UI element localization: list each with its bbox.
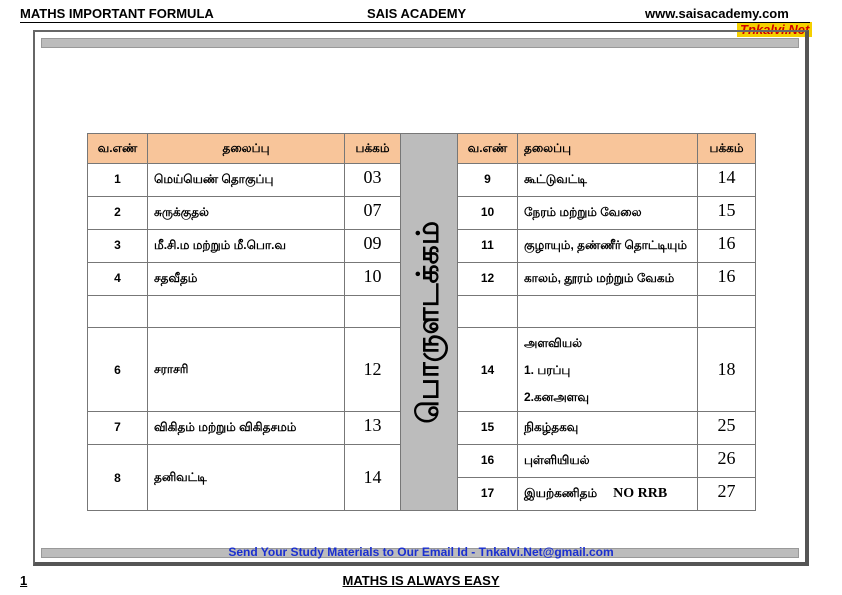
header-rule [20,22,810,23]
row-topic [518,478,698,511]
row-page: 12 [345,328,401,412]
col-topic: தலைப்பு [518,134,698,164]
watermark: Tnkalvi.Net [737,22,812,37]
row-num: 1 [88,164,148,197]
row-topic: நிகழ்தகவு [518,412,698,445]
toc-title: பொருளடக்கம் [411,220,446,424]
col-num: வ.எண் [88,134,148,164]
row-num: 11 [458,230,518,263]
toc-title-cell [401,134,458,511]
row-topic: சராசரி [148,328,345,412]
row-num: 14 [458,328,518,412]
topic-main: இயற்கணிதம் [524,486,598,500]
row-topic [518,328,698,412]
row-num: 15 [458,412,518,445]
row-topic: காலம், தூரம் மற்றும் வேகம் [518,263,698,296]
row-num: 9 [458,164,518,197]
topic-sub: 1. பரப்பு [524,363,571,377]
row-num: 8 [88,445,148,511]
col-num: வ.எண் [458,134,518,164]
row-num: 16 [458,445,518,478]
row-page: 16 [698,230,756,263]
row-page: 26 [698,445,756,478]
row-num: 10 [458,197,518,230]
top-bar [41,38,799,48]
header-right: www.saisacademy.com [645,6,789,21]
row-num: 3 [88,230,148,263]
toc-table [87,133,756,511]
row-topic: மீ.சி.ம மற்றும் மீ.பொ.வ [148,230,345,263]
page-number: 1 [20,573,28,588]
col-page: பக்கம் [698,134,756,164]
header-center: SAIS ACADEMY [367,6,467,21]
row-page: 03 [345,164,401,197]
row-topic: தனிவட்டி [148,445,345,511]
row-num: 2 [88,197,148,230]
no-rrb-note: NO RRB [613,486,668,501]
row-page: 13 [345,412,401,445]
topic-main: அளவியல் [524,336,583,350]
row-num: 7 [88,412,148,445]
row-page: 07 [345,197,401,230]
row-num: 6 [88,328,148,412]
row-page: 09 [345,230,401,263]
row-topic: புள்ளியியல் [518,445,698,478]
row-page: 27 [698,478,756,511]
row-topic: விகிதம் மற்றும் விகிதசமம் [148,412,345,445]
row-page: 14 [345,445,401,511]
row-topic: நேரம் மற்றும் வேலை [518,197,698,230]
row-topic: மெய்யெண் தொகுப்பு [148,164,345,197]
row-page: 10 [345,263,401,296]
row-page: 25 [698,412,756,445]
email-footer: Send Your Study Materials to Our Email Id - Tnkalvi.Net@gmail.com [228,545,614,559]
row-topic: சுருக்குதல் [148,197,345,230]
row-topic: கூட்டுவட்டி [518,164,698,197]
row-page: 14 [698,164,756,197]
tagline: MATHS IS ALWAYS EASY [342,573,500,588]
row-topic: குழாயும், தண்ணீர் தொட்டியும் [518,230,698,263]
col-page: பக்கம் [345,134,401,164]
topic-sub: 2.கனஅளவு [524,390,589,404]
col-topic: தலைப்பு [148,134,345,164]
table-header-row [88,134,756,164]
row-page: 16 [698,263,756,296]
row-page: 15 [698,197,756,230]
row-num: 4 [88,263,148,296]
row-page: 18 [698,328,756,412]
row-num: 12 [458,263,518,296]
row-num: 17 [458,478,518,511]
row-topic: சதவீதம் [148,263,345,296]
header-left: MATHS IMPORTANT FORMULA [20,6,214,21]
